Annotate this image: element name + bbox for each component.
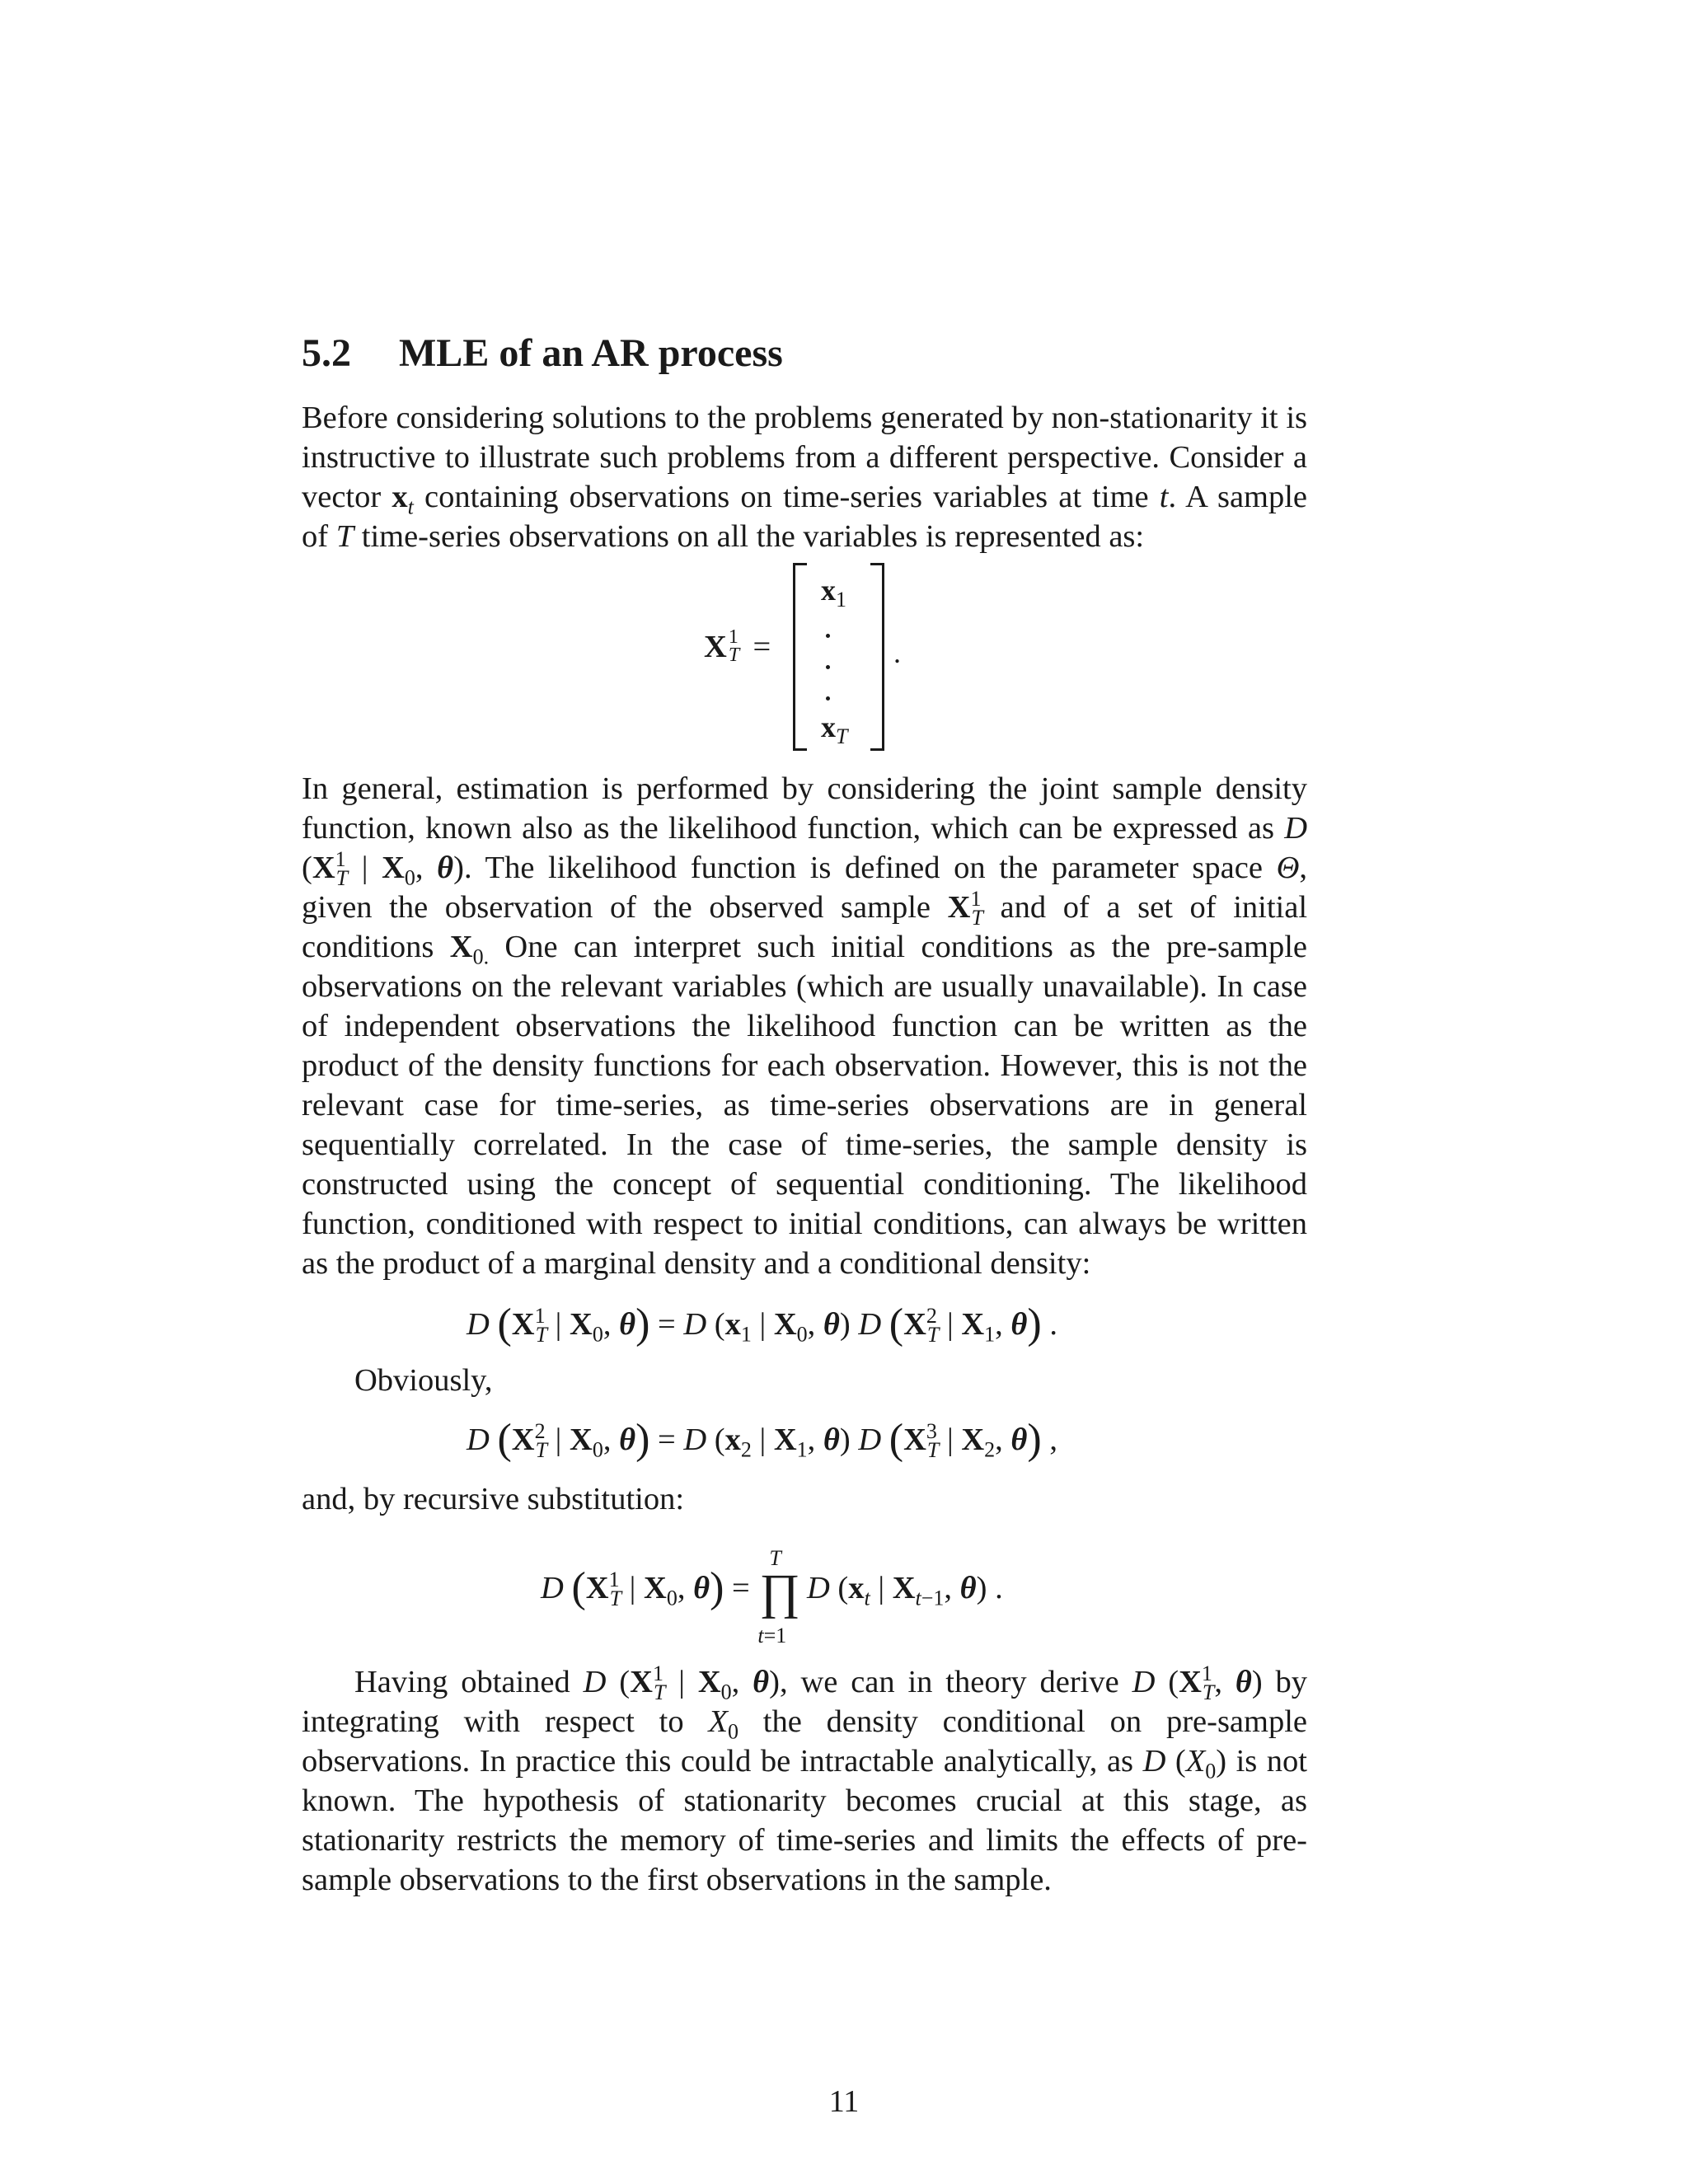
- paragraph-intro: Before considering solutions to the problems generated by non-stationarity it is instructive to illustrate such problems from a different perspective. Consider a vector $x_t$ containing observations on time-series variables at time t. A sample of T time-series observations on all the variables is represented as:: [302, 401, 1308, 554]
- section-title: MLE of an AR process: [399, 331, 783, 375]
- paragraph-likelihood: In general, estimation is performed by considering the joint sample density function, known also as the likelihood function, which can be expressed as D ($X^1_T$ | $X_0$, θ). The likelihood function is defined on the parameter space Θ, given the observation of the observed sample $X^1_T$ and of a set of initial conditions $X_{0.}$ One can interpret such initial conditions as the pre-sample observations on the relevant variables (which are usually unavailable). In case of independent observations the likelihood function can be written as the product of the density functions for each observation. However, this is not the relevant case for time-series, as time-series observations are in general sequentially correlated. In the case of time-series, the sample density is constructed using the concept of sequential conditioning. The likelihood function, conditioned with respect to initial conditions, can always be written as the product of a marginal density and a conditional density:: [302, 771, 1308, 1281]
- section-heading: [302, 331, 1307, 375]
- section-number: 5.2: [302, 331, 351, 375]
- page-number: 11: [828, 2084, 860, 2119]
- page-body: [302, 331, 1308, 1900]
- equation-marginal-conditional: D ($X^1_T$ | $X_0$, θ) = D ($x_1$ | $X_0$, θ) D ($X^2_T$ | $X_1$, θ) .: [467, 1301, 1057, 1347]
- recursive-text: and, by recursive substitution:: [302, 1482, 685, 1516]
- equation-product: D ($X^1_T$ | $X_0$, θ) = T ∏ t=1 D ($x_t$ | $X_{t-1}$, θ) .: [541, 1546, 1003, 1647]
- sample-matrix-equation: X 1 T = $x_1$ $x_T$ .: [302, 563, 1307, 754]
- paragraph-stationarity: Having obtained D ($X^1_T$ | $X_0$, θ), we can in theory derive D ($X^1_T$, θ) by integrating with respect to $X_0$ the density conditional on pre-sample observations. In practice this could be intractable analytically, as D $(X_0)$ is not known. The hypothesis of stationarity becomes crucial at this stage, as stationarity restricts the memory of time-series and limits the effects of pre-sample observations to the first observations in the sample.: [302, 1661, 1308, 1897]
- obviously-text: Obviously,: [354, 1363, 493, 1398]
- equation-second-step: D ($X^2_T$ | $X_0$, θ) = D ($x_2$ | $X_1$, θ) D ($X^3_T$ | $X_2$, θ) ,: [467, 1416, 1057, 1463]
